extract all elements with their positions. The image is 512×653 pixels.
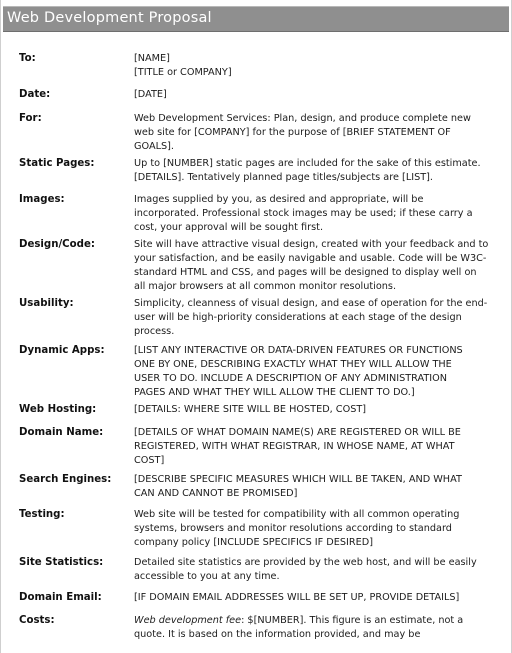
value-line: process. <box>134 326 175 337</box>
value-line: [LIST ANY INTERACTIVE OR DATA-DRIVEN FEATURES OR FUNCTIONS <box>134 345 463 356</box>
value-line: [DETAILS: WHERE SITE WILL BE HOSTED, COST] <box>134 404 367 415</box>
value-line: [DESCRIBE SPECIFIC MEASURES WHICH WILL BE TAKEN, AND WHAT <box>134 474 462 485</box>
field-value <box>134 157 496 185</box>
value-line: USER TO DO. INCLUDE A DESCRIPTION OF ANY ADMINISTRATION <box>134 373 448 384</box>
value-line: Detailed site statistics are provided by the web host, and will be easily <box>134 557 477 568</box>
field-value <box>134 88 496 102</box>
value-line: [DETAILS]. Tentatively planned page titles/subjects are [LIST]. <box>134 172 433 183</box>
field-value <box>134 614 496 642</box>
field-label: Static Pages: <box>19 158 95 169</box>
field-value <box>134 297 496 339</box>
field-value <box>134 238 496 294</box>
fee-text: : $[NUMBER]. This figure is an estimate, not a <box>241 615 464 626</box>
value-line: cost, your approval will be sought first. <box>134 222 324 233</box>
value-line: incorporated. Professional stock images may be used; if these carry a <box>134 208 473 219</box>
value-line: REGISTERED, WITH WHAT REGISTRAR, IN WHOSE NAME, AT WHAT <box>134 441 455 452</box>
value-line: [TITLE or COMPANY] <box>134 67 232 78</box>
value-line: GOALS]. <box>134 141 174 152</box>
field-label: Domain Email: <box>19 592 102 603</box>
field-label: Date: <box>19 89 51 100</box>
field-label: Costs: <box>19 615 55 626</box>
value-line: Up to [NUMBER] static pages are included for the sake of this estimate. <box>134 158 481 169</box>
field-value <box>134 556 496 584</box>
field-value <box>134 403 496 417</box>
value-line: [DETAILS OF WHAT DOMAIN NAME(S) ARE REGISTERED OR WILL BE <box>134 427 461 438</box>
value-line: all major browsers at all common monitor resolutions. <box>134 281 397 292</box>
field-label: Site Statistics: <box>19 557 104 568</box>
value-line: Web site will be tested for compatibility with all common operating <box>134 509 460 520</box>
value-line: [NAME] <box>134 53 170 64</box>
field-value <box>134 508 496 550</box>
value-line: company policy [INCLUDE SPECIFICS IF DESIRED] <box>134 537 373 548</box>
field-value <box>134 112 496 154</box>
value-line: Web Development Services: Plan, design, and produce complete new <box>134 113 471 124</box>
document-title: Web Development Proposal <box>7 10 212 26</box>
value-line: [IF DOMAIN EMAIL ADDRESSES WILL BE SET UP, PROVIDE DETAILS] <box>134 592 460 603</box>
field-value <box>134 344 496 400</box>
value-line: quote. It is based on the information provided, and may be <box>134 629 421 640</box>
field-label: Usability: <box>19 298 74 309</box>
value-line: accessible to you at any time. <box>134 571 280 582</box>
field-value <box>134 52 496 80</box>
value-line: ONE BY ONE, DESCRIBING EXACTLY WHAT THEY WILL ALLOW THE <box>134 359 452 370</box>
field-label: Domain Name: <box>19 427 104 438</box>
field-value <box>134 193 496 235</box>
value-line: CAN AND CANNOT BE PROMISED] <box>134 488 298 499</box>
value-line: PAGES AND WHAT THEY WILL ALLOW THE CLIENT TO DO.] <box>134 387 415 398</box>
field-label: Web Hosting: <box>19 404 97 415</box>
value-line: systems, browsers and monitor resolutions according to standard <box>134 523 452 534</box>
value-line: standard HTML and CSS, and pages will be designed to display well on <box>134 267 477 278</box>
value-line: [DATE] <box>134 89 167 100</box>
field-label: To: <box>19 53 36 64</box>
field-label: Search Engines: <box>19 474 112 485</box>
field-label: Design/Code: <box>19 239 95 250</box>
value-line: user will be high-priority considerations at each stage of the design <box>134 312 462 323</box>
title-bar <box>3 6 509 32</box>
field-label: Testing: <box>19 509 65 520</box>
value-line: Images supplied by you, as desired and appropriate, will be <box>134 194 424 205</box>
value-line: Simplicity, cleanness of visual design, and ease of operation for the end- <box>134 298 488 309</box>
field-value <box>134 473 496 501</box>
value-line <box>134 614 496 628</box>
fee-label: Web development fee <box>134 615 242 626</box>
value-line: COST] <box>134 455 165 466</box>
field-label: Dynamic Apps: <box>19 345 105 356</box>
value-line: Site will have attractive visual design, created with your feedback and to <box>134 239 489 250</box>
value-line: your satisfaction, and be easily navigable and usable. Code will be W3C- <box>134 253 487 264</box>
field-value <box>134 591 496 605</box>
field-value <box>134 426 496 468</box>
field-label: Images: <box>19 194 65 205</box>
field-label: For: <box>19 113 42 124</box>
value-line: web site for [COMPANY] for the purpose of [BRIEF STATEMENT OF <box>134 127 451 138</box>
